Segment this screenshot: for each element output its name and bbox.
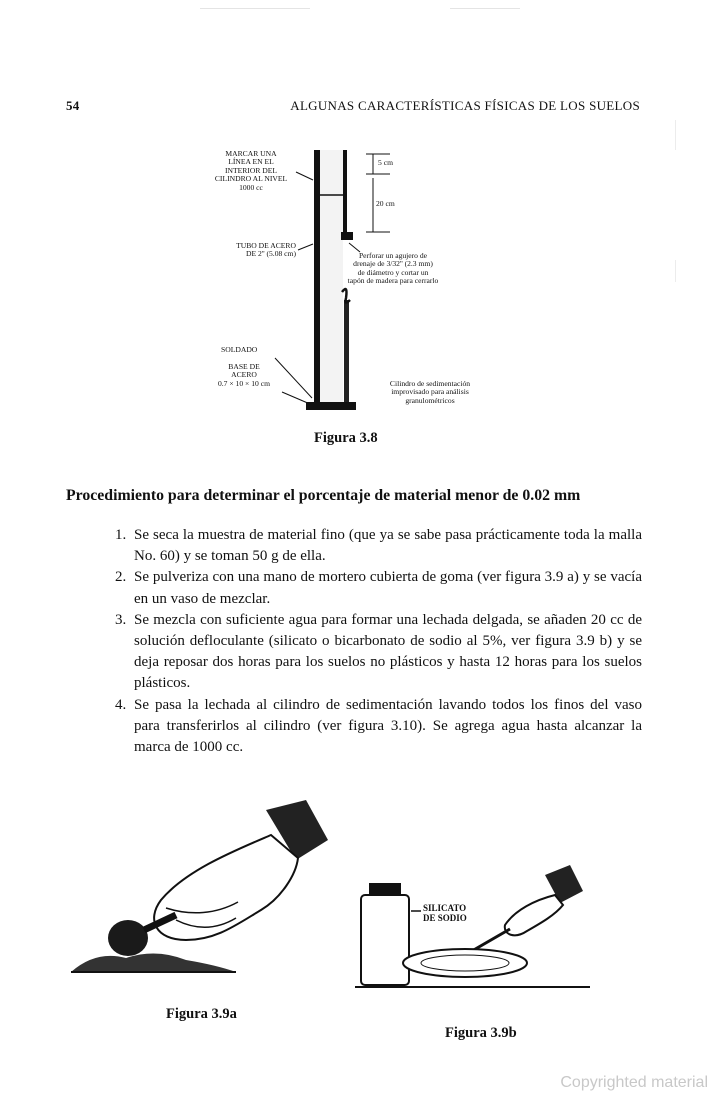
label-base-line: 0.7 × 10 × 10 cm (217, 378, 270, 388)
label-silicato-line: DE SODIO (423, 913, 467, 923)
figure-3-9a-caption: Figura 3.9a (166, 1006, 237, 1022)
copyright-watermark: Copyrighted material (560, 1074, 708, 1091)
label-marcar-line: MARCAR UNA (225, 149, 277, 158)
label-5cm: 5 cm (378, 158, 393, 167)
label-soldado: SOLDADO (221, 345, 258, 354)
figure-3-9b-caption: Figura 3.9b (445, 1025, 517, 1041)
tube-wall-right-upper (343, 150, 347, 234)
label-tubo-line: DE 2'' (5.08 cm) (246, 249, 296, 259)
drain-plug (341, 232, 353, 240)
label-perforar-line: tapón de madera para cerrarlo (347, 276, 439, 286)
plug-string (342, 289, 350, 302)
label-marcar (198, 150, 304, 192)
label-20cm: 20 cm (376, 199, 395, 208)
hand (505, 895, 563, 935)
silicate-bottle (361, 895, 409, 985)
label-silicato-line: SILICATO (423, 903, 467, 913)
label-marcar-line: INTERIOR DEL (224, 165, 278, 175)
pestle-head (108, 920, 148, 956)
label-perforar (318, 252, 468, 286)
figure-3-8 (0, 0, 728, 460)
leader-tubo (298, 244, 313, 250)
label-perforar-line: Perforar un agujero de (358, 251, 428, 260)
label-tubo (192, 242, 296, 259)
steel-base-plate (306, 402, 356, 410)
procedure-step: 3. Se mezcla con suficiente agua para formar una lechada delgada, se añaden 20 cc de solución defloculante (silicato o bicarbonato de sodio al 5%, ver figura 3.9 b) y se deja reposar dos horas para los suelos no plásticos y hasta 12 horas para los suelos plásticos. (130, 610, 642, 695)
label-marcar-line: 1000 cc (239, 182, 263, 192)
label-base-line: BASE DE (228, 362, 260, 371)
sedimentation-cylinder-diagram (0, 0, 728, 460)
procedure-step: 1. Se seca la muestra de material fino (que ya se sabe pasa prácticamente toda la malla No. 60) y se toman 50 g de ella. (130, 525, 642, 567)
label-marcar-line: LÍNEA EN EL (228, 157, 274, 167)
label-silicato (423, 903, 467, 923)
label-base (194, 363, 294, 388)
label-tubo-line: TUBO DE ACERO (236, 241, 296, 250)
pestle-hand-illustration (66, 790, 356, 990)
label-perforar-line: de diámetro y cortar un (357, 267, 429, 277)
bottle-cap (369, 883, 401, 895)
label-perforar-line: drenaje de 3/32'' (2.3 mm) (353, 259, 433, 269)
silicate-bowl-illustration (355, 855, 595, 995)
running-title: ALGUNAS CARACTERÍSTICAS FÍSICAS DE LOS SUELOS (290, 98, 640, 113)
procedure-steps (104, 525, 642, 758)
label-cilindro (370, 380, 490, 405)
procedure-step: 2. Se pulveriza con una mano de mortero cubierta de goma (ver figura 3.9 a) y se vacía en un vaso de mezclar. (130, 567, 642, 609)
figure-3-9a (66, 790, 356, 1022)
label-base-line: ACERO (231, 370, 257, 380)
leader-base (282, 392, 310, 404)
label-marcar-line: CILINDRO AL NIVEL (214, 174, 288, 184)
tube-wall-right-lower (344, 300, 349, 402)
label-cilindro-line: granulométricos (405, 395, 455, 405)
figure-3-9b (355, 855, 595, 1041)
rubber-glove (154, 835, 298, 940)
label-cilindro-line: improvisado para análisis (391, 387, 469, 397)
soil-pile (71, 953, 236, 972)
figure-3-8-caption: Figura 3.8 (314, 430, 378, 446)
mixing-bowl (403, 949, 527, 977)
page-number: 54 (66, 98, 80, 113)
section-title: Procedimiento para determinar el porcentaje de material menor de 0.02 mm (66, 487, 581, 504)
procedure-step: 4. Se pasa la lechada al cilindro de sedimentación lavando todos los finos del vaso para transferirlos al cilindro (ver figura 3.10). Se agrega agua hasta alcanzar la marca de 1000 cc. (130, 695, 642, 759)
label-cilindro-line: Cilindro de sedimentación (389, 379, 471, 388)
